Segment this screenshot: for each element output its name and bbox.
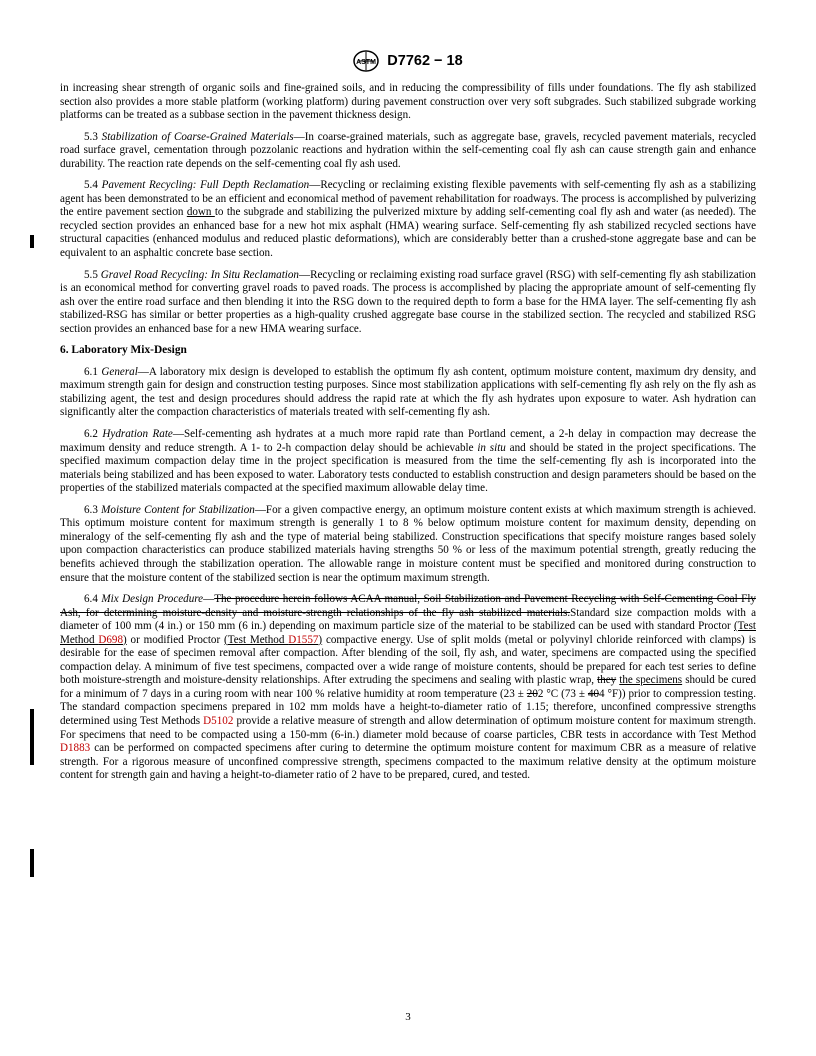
- section-title: General: [101, 365, 138, 378]
- document-body: [60, 82, 756, 791]
- section-title: Mix Design Procedure: [101, 593, 204, 606]
- section-title: Moisture Content for Stabilization: [101, 503, 255, 516]
- test-method-link[interactable]: (Test Method D698): [60, 620, 756, 646]
- test-method-link[interactable]: D5102: [203, 714, 234, 727]
- page-number: 3: [405, 1011, 411, 1023]
- section-title: Pavement Recycling: Full Depth Reclamation: [101, 179, 310, 192]
- astm-logo-icon: [353, 50, 379, 72]
- inserted-text: down: [186, 206, 215, 219]
- change-bar: [30, 849, 34, 877]
- change-bar: [30, 235, 34, 248]
- deleted-text: 40: [587, 687, 600, 700]
- section-title: Hydration Rate: [102, 428, 173, 441]
- test-method-link[interactable]: (Test Method D1557): [224, 633, 323, 646]
- deleted-text: The procedure herein follows ACAA manual, Soil Stabilization and Pavement Recycling with Self-Cementing Coal Fly Ash, for determining moisture-density and moisture-strength relationships of the fly ash stabilized materials.: [60, 593, 756, 619]
- section-5-5: 5.5 Gravel Road Recycling: In Situ Reclamation—Recycling or reclaiming existing road surface gravel (RSG) with self-cementing fly ash stabilization is an economical method for converting gravel roads to paved roads. The process is accomplished by placing the appropriate amount of self-cementing fly ash over the entire road surface and then blending it into the RSG down to the required depth to form a base for the HMA layer. The self-cementing fly ash stabilized-RSG has similar or better properties as a high-quality crushed aggregate base course in the stabilized section. The recycled and stabilized RSG section provides an enhanced base for a new HMA wearing surface.: [60, 268, 756, 335]
- inserted-text: the specimens: [619, 674, 683, 687]
- section-6-4: 6.4 Mix Design Procedure—The procedure herein follows ACAA manual, Soil Stabilization and Pavement Recycling with Self-Cementing Coal Fly Ash, for determining moisture-density and moisture-strength relationships of the fly ash stabilized materials.Standard size compaction molds with a diameter of 100 mm (4 in.) or 150 mm (6 in.) depending on maximum particle size of the material to be stabilized can be used with standard Proctor (Test Method D698) or modified Proctor (Test Method D1557) compactive energy. Use of split molds (metal or polyvinyl chloride reinforced with clamps) is desirable for the ease of specimen removal after compaction. After blending of the soil, fly ash, and water, specimens are compacted using the specified compaction delay. A minimum of five test specimens, compacted over a wide range of moisture contents, should be prepared for each test series to define both moisture-strength and moisture-density relationships. After extruding the specimens and sealing with plastic wrap, they the specimens should be cured for a minimum of 7 days in a curing room with near 100 % relative humidity at room temperature (23 ± 202 °C (73 ± 404 °F)) prior to compression testing. The standard compaction specimens prepared in 102 mm molds have a height-to-diameter ratio of 1.15; therefore, unconfined compressive strengths determined using Test Methods D5102 provide a relative measure of strength and allow determination of optimum moisture content for maximum strength. For specimens that need to be compacted using a 150-mm (6-in.) diameter mold because of coarse particles, CBR tests in accordance with Test Method D1883 can be performed on compacted specimens after curing to determine the optimum moisture content for maximum CBR as a measure of relative strength. For a rigorous measure of unconfined compressive strength, specimens compacted to the maximum relative density at the optimum moisture content for strength gain and having a height-to-diameter ratio of 2 have to be prepared, cured, and tested.: [60, 593, 757, 782]
- section-heading: 6. Laboratory Mix-Design: [60, 344, 187, 357]
- section-title: Gravel Road Recycling: In Situ Reclamation: [100, 268, 299, 281]
- section-5-4: 5.4 Pavement Recycling: Full Depth Reclamation—Recycling or reclaiming existing flexible pavements with self-cementing fly ash as a stabilizing agent has been demonstrated to be an efficient and economical method of pavement rehabilitation for roadways. The process is accomplished by pulverizing the entire pavement section down to the subgrade and stabilizing the pulverized mixture by adding self-cementing coal fly ash and water (as needed). The recycled section provides an enhanced base for a new hot mix asphalt (HMA) wearing surface. Self-cementing fly ash stabilized recycled sections have structural capacities (enhanced modulus and reduced plastic deformations), which are considerably better than a crushed-stone aggregate base and can be equivalent to an asphaltic concrete base section.: [60, 179, 756, 260]
- section-6-2: 6.2 Hydration Rate—Self-cementing ash hydrates at a much more rapid rate than Portland cement, a 2-h delay in compaction may decrease the maximum density and reduce strength. A 1- to 2-h compaction delay should be achievable in situ and should be stated in the project specifications. The specified maximum compaction delay time in the project specification is measured from the time the self-cementing fly ash is incorporated into the materials being stabilized and has been exposed to water. Laboratory tests conducted to establish construction and design parameters should be based on the properties of the stabilized materials compacted at the specified maximum allowable delay time.: [60, 428, 756, 495]
- section-5-3: 5.3 Stabilization of Coarse-Grained Materials—In coarse-grained materials, such as aggregate base, gravels, recycled pavement materials, recycled road surface gravel, cementation through pozzolanic reactions and hydration within the self-cementing coal fly ash can cause strength gain and enhance durability. The reaction rate depends on the self-cementing coal fly ash used.: [60, 130, 756, 170]
- svg-text:ASTM: ASTM: [356, 59, 377, 66]
- section-6-1: 6.1 General—A laboratory mix design is developed to establish the optimum fly ash content, optimum moisture content, maximum dry density, and maximum strength gain for design and construction testing purposes. Since most stabilization applications with self-cementing fly ash rely on the fly ash as stabilizing agent, the test and design procedures should address the rapid rate at which the fly ash hydrates upon exposure to water. Ash hydration can significantly alter the compaction characteristics of materials treated with self-cementing fly ash.: [60, 365, 757, 419]
- section-6-3: 6.3 Moisture Content for Stabilization—For a given compactive energy, an optimum moisture content exists at which maximum strength is achieved. This optimum moisture content for maximum strength is generally 1 to 8 % below optimum moisture content for maximum density, depending on mineralogy of the self-cementing fly ash and the type of material being stabilized. Construction specifications that specify moisture ranges based solely upon compaction characteristics can produce stabilized materials having strengths 50 % or less of the maximum potential strength, greatly reducing the benefits achieved through the stabilization operation. The allowable range in moisture content must be specified and monitored during construction to ensure that the moisture content of the stabilized section is near the optimum maximum strength.: [60, 503, 756, 584]
- section-title: Stabilization of Coarse-Grained Materials: [101, 130, 294, 143]
- change-bar: [30, 709, 34, 765]
- intro-paragraph: in increasing shear strength of organic soils and fine-grained soils, and in reducing the compressibility of fills under foundations. The fly ash stabilized section also provides a more stable platform (working platform) during pavement construction over very soft subgrades. Such stabilized subgrade working platforms can be treated as a subbase section in the pavement thickness design.: [60, 82, 756, 122]
- standard-designation: D7762 − 18: [387, 53, 463, 69]
- test-method-link[interactable]: D1883: [60, 742, 91, 755]
- deleted-text: they: [597, 674, 617, 687]
- page-header: [0, 50, 816, 72]
- deleted-text: 20: [526, 687, 538, 700]
